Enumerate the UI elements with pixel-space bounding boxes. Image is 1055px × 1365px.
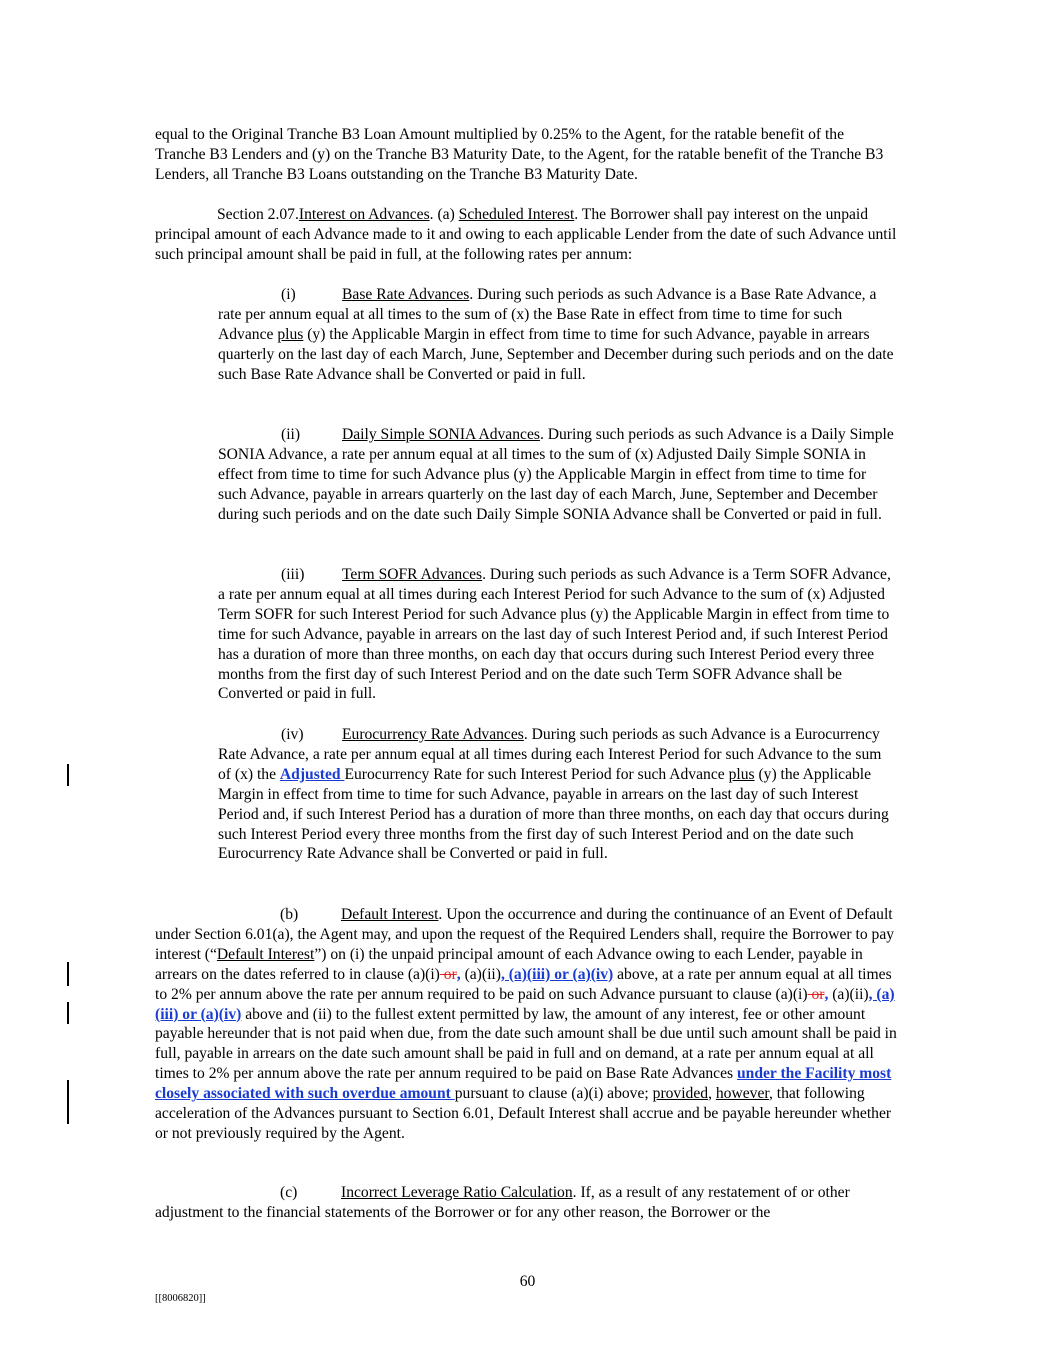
clause-iii-paragraph: (iii) Term SOFR Advances. During such periods as such Advance is a Term SOFR Advance, a rate per annum equal at all times during each Interest Period for such Advance to the sum of (x) Adjusted Term SOFR for such Interest Period for such Advance plus (y) the Applicable Margin in effect from time to time for such Advance, payable in arrears on the last day of such Interest Period and, if such Interest Period has a duration of more than three months, on each day that occurs during such Interest Period every three months from the first day of such Interest Period and on the date such Term SOFR Advance shall be Converted or paid in full. <box>218 566 891 703</box>
clause-heading: Incorrect Leverage Ratio Calculation <box>341 1184 573 1201</box>
paragraph-continuation: equal to the Original Tranche B3 Loan Amount multiplied by 0.25% to the Agent, for the ratable benefit of the Tranche B3 Lenders and (y) on the Tranche B3 Maturity Date, to the Agent, for the ratable benefit of the Tranche B3 Lenders, all Tranche B3 Loans outstanding on the Tranche B3 Maturity Date. <box>155 126 884 183</box>
inserted-text: , <box>824 985 829 1003</box>
clause-label: (iv) <box>281 726 304 743</box>
clause-label: (iii) <box>281 566 305 583</box>
subsection-heading: Scheduled Interest <box>458 206 575 223</box>
change-bar <box>67 764 69 786</box>
deleted-text: or <box>439 965 457 983</box>
section-heading: Interest on Advances <box>298 206 430 223</box>
clause-b-paragraph: (b) Default Interest. Upon the occurrence and during the continuance of an Event of Default under Section 6.01(a), the Agent may, and upon the request of the Required Lenders shall, require the Borrower to pay interest (“Default Interest”) on (i) the unpaid principal amount of each Advance owing to each Lender, payable in arrears on the dates referred to in clause (a)(i) or, (a)(ii), (a)(iii) or (a)(iv) above, at a rate per annum equal at all times to 2% per annum above the rate per annum required to be paid on such Advance pursuant to clause (a)(i) or, (a)(ii), (a)(iii) or (a)(iv) above and (ii) to the fullest extent permitted by law, the amount of any interest, fee or other amount payable hereunder that is not paid when due, from the date such amount shall be due until such amount shall be paid in full, payable in arrears on the date such amount shall be paid in full and on demand, at a rate per annum equal at all times to 2% per annum above the rate per annum required to be paid on Base Rate Advances under the Facility most closely associated with such overdue amount pursuant to clause (a)(i) above; provided, however, that following acceleration of the Advances pursuant to Section 6.01, Default Interest shall accrue and be payable hereunder whether or not previously required by the Agent. <box>155 906 897 1142</box>
change-bar <box>67 962 69 986</box>
inserted-text: under the Facility most closely associated with such overdue amount <box>155 1065 892 1103</box>
clause-label: (ii) <box>281 426 301 443</box>
clause-iv-paragraph: (iv) Eurocurrency Rate Advances. During such periods as such Advance is a Eurocurrency Rate Advance, a rate per annum equal at all times during each Interest Period for such Advance to the sum of (x) the Adjusted Eurocurrency Rate for such Interest Period for such Advance plus (y) the Applicable Margin in effect from time to time for such Advance, payable in arrears on the last day of such Interest Period and, if such Interest Period has a duration of more than three months, on each day that occurs during such Interest Period every three months from the first day of such Interest Period and on the date such Eurocurrency Rate Advance shall be Converted or paid in full. <box>218 726 889 863</box>
clause-label: (i) <box>281 286 296 303</box>
clause-c-paragraph: (c) Incorrect Leverage Ratio Calculation. If, as a result of any restatement of or other adjustment to the financial statements of the Borrower or for any other reason, the Borrower or the <box>155 1184 850 1221</box>
clause-heading: Term SOFR Advances <box>342 566 483 583</box>
deleted-text: or <box>807 985 825 1003</box>
inserted-text: , <box>456 965 461 983</box>
clause-label: (b) <box>280 906 299 923</box>
clause-i-paragraph: (i) Base Rate Advances. During such periods as such Advance is a Base Rate Advance, a rate per annum equal at all times to the sum of (x) the Base Rate in effect from time to time for such Advance plus (y) the Applicable Margin in effect from time to time for such Advance, payable in arrears quarterly on the last day of each March, June, September and December during such periods and on the date such Base Rate Advance shall be Converted or paid in full. <box>218 286 894 383</box>
inserted-text: , (a)(iii) or (a)(iv) <box>155 985 895 1023</box>
clause-ii-paragraph: (ii) Daily Simple SONIA Advances. During such periods as such Advance is a Daily Simple SONIA Advance, a rate per annum equal at all times to the sum of (x) Adjusted Daily Simple SONIA in effect from time to time for such Advance plus (y) the Applicable Margin in effect from time to time for such Advance, payable in arrears quarterly on the last day of each March, June, September and December during such periods and on the date such Daily Simple SONIA Advance shall be Converted or paid in full. <box>218 426 894 523</box>
document-id: [[8006820]] <box>155 1293 206 1304</box>
change-bar <box>67 1080 69 1124</box>
section-number: Section 2.07. <box>217 206 299 223</box>
page-number: 60 <box>519 1273 536 1290</box>
clause-heading: Eurocurrency Rate Advances <box>342 726 524 743</box>
defined-term: Default Interest <box>216 945 315 963</box>
inserted-text: , (a)(iii) or (a)(iv) <box>500 965 614 983</box>
clause-heading: Daily Simple SONIA Advances <box>342 426 540 443</box>
clause-heading: Base Rate Advances <box>342 286 470 303</box>
clause-heading: Default Interest <box>341 906 439 923</box>
section-2-07-paragraph: Section 2.07.Interest on Advances. (a) Scheduled Interest. The Borrower shall pay interest on the unpaid principal amount of each Advance made to it and owing to each applicable Lender from the date of such Advance until such principal amount shall be paid in full, at the following rates per annum: <box>155 206 897 263</box>
change-bar <box>67 1002 69 1024</box>
inserted-text: Adjusted <box>279 765 345 783</box>
clause-label: (c) <box>280 1184 298 1201</box>
